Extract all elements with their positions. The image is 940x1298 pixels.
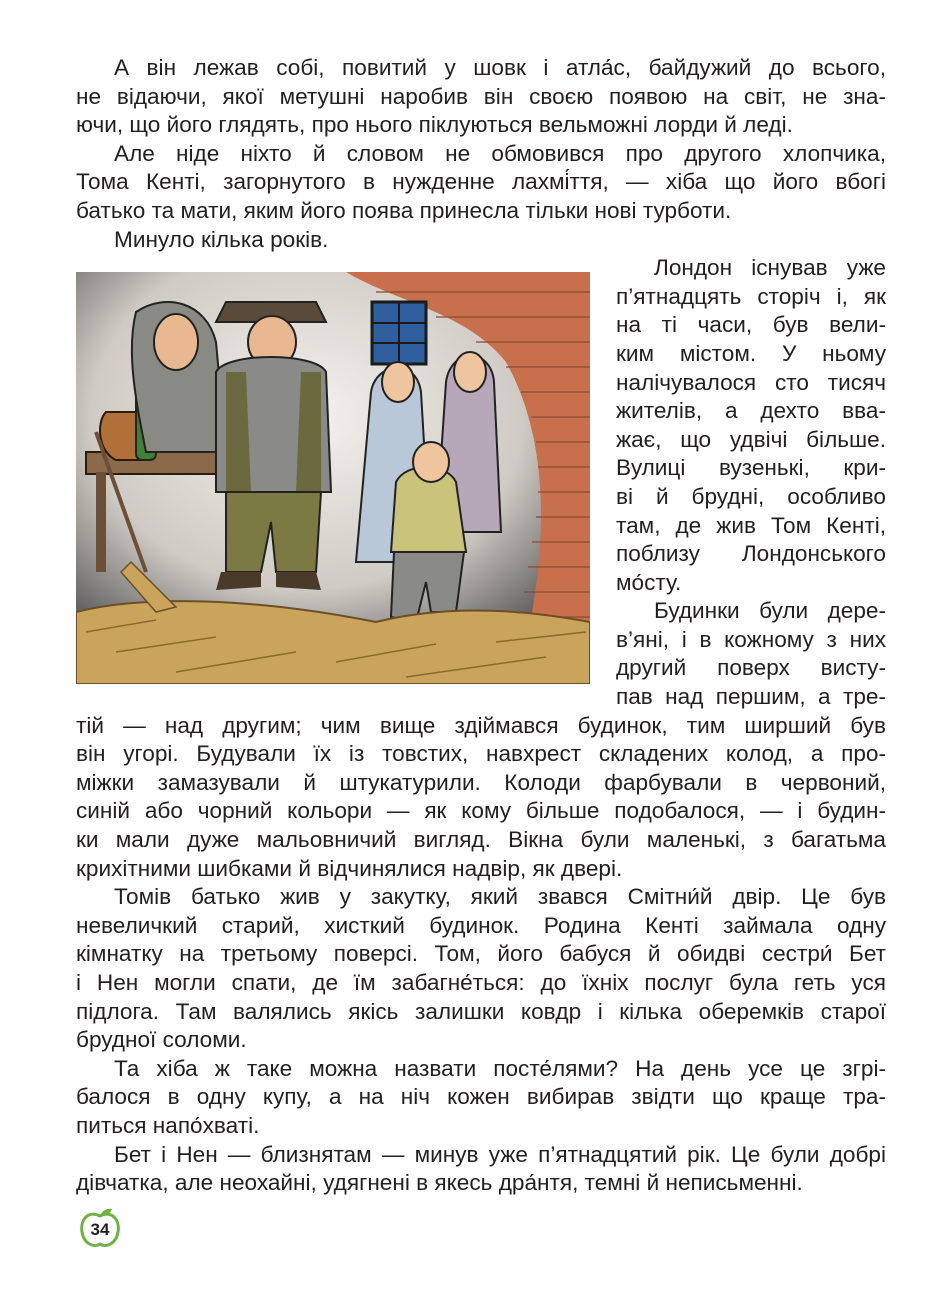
text-line: підлога. Там валялись якісь залишки ковдр і кілька оберемків старої <box>76 998 886 1024</box>
page-number: 34 <box>90 1220 110 1239</box>
paragraph-houses-side <box>616 597 886 711</box>
illustration-kenty-family <box>76 272 590 684</box>
text-line: пав над першим, а тре- <box>616 684 886 710</box>
text-line: Лондон існував уже <box>654 255 886 281</box>
text-line: Та хіба ж таке можна назвати посте́лями? На день усе це згрі- <box>114 1055 886 1081</box>
text-line: синій або чорний кольори — як кому більше подобалося, — і будин- <box>76 798 886 824</box>
text-line: міжки замазували й штукатурили. Колоди фарбували в червоний, <box>76 769 886 795</box>
paragraphs-bottom <box>76 883 886 1198</box>
text-line: Минуло кілька років. <box>114 226 329 252</box>
text-line: не відаючи, якої метушні наробив він своєю появою на світ, не зна- <box>76 83 886 109</box>
text-line: тій — над другим; чим вище здіймався будинок, тим ширший був <box>76 712 886 738</box>
text-line: батько та мати, яким його поява принесла тільки нові турботи. <box>76 197 732 223</box>
text-line: А він лежав собі, повитий у шовк і атла́с, байдужий до всього, <box>114 55 886 80</box>
text-line: брудної соломи. <box>76 1027 247 1053</box>
text-line: Тома Кенті, загорнутого в нужденне лахмі́ття, — хіба що його вбогі <box>76 169 886 195</box>
text-line: поблизу Лондонського <box>616 541 886 567</box>
text-line: Будинки були дере- <box>654 598 886 624</box>
text-line: балося в одну купу, а на ніч кожен вибирав звідти що краще тра- <box>76 1084 886 1110</box>
text-line: Томів батько жив у закутку, який звався Смітни́й двір. Це був <box>114 884 886 910</box>
text-line: Бет і Нен — близнятам — минув уже п’ятнадцятий рік. Це були добрі <box>114 1141 886 1167</box>
text-line: там, де жив Том Кенті, <box>616 512 886 538</box>
text-line: на ті часи, був вели- <box>616 312 886 338</box>
page-number-badge <box>78 1206 122 1250</box>
text-line: другий поверх висту- <box>616 655 886 681</box>
text-line: Вулиці вузенькі, кри- <box>616 455 886 481</box>
straw <box>76 601 590 684</box>
text-line: налічувалося сто тисяч <box>616 369 886 395</box>
text-line: ючи, що його глядять, про нього піклуються вельможні лорди й леді. <box>76 112 793 138</box>
paragraph-houses-full <box>76 712 886 884</box>
text-line: ким містом. У ньому <box>616 340 886 366</box>
text-line: мо́сту. <box>616 569 682 595</box>
text-line: крихітними шибками й відчинялися надвір, як двері. <box>76 855 623 881</box>
text-line: він угорі. Будували їх із товстих, навхрест складених колод, а про- <box>76 741 886 767</box>
text-line: питься напо́хваті. <box>76 1112 260 1138</box>
paragraphs-top <box>76 54 886 254</box>
text-line: п’ятнадцять сторіч і, як <box>616 283 886 309</box>
text-line: кімнатку на третьому поверсі. Том, його бабуся й обидві сестри́ Бет <box>76 941 886 967</box>
text-line: жає, що удвічі більше. <box>616 426 886 452</box>
text-line: ки мали дуже мальовничий вигляд. Вікна були маленькі, з багатьма <box>76 827 886 853</box>
text-line: Але ніде ніхто й словом не обмовився про другого хлопчика, <box>114 140 886 166</box>
paragraph-london <box>616 254 886 597</box>
text-line: жителів, а дехто вва- <box>616 398 886 424</box>
text-line: невеличкий старий, хисткий будинок. Родина Кенті займала одну <box>76 912 886 938</box>
text-line: дівчатка, але неохайні, удягнені в якесь дра́нтя, темні й неписьменні. <box>76 1170 803 1196</box>
text-line: ві й брудні, особливо <box>616 483 886 509</box>
text-line: і Нен могли спати, де їм забагне́ться: до їхніх послуг була геть уся <box>76 970 886 995</box>
text-line: в’яні, і в кожному з них <box>616 626 886 652</box>
